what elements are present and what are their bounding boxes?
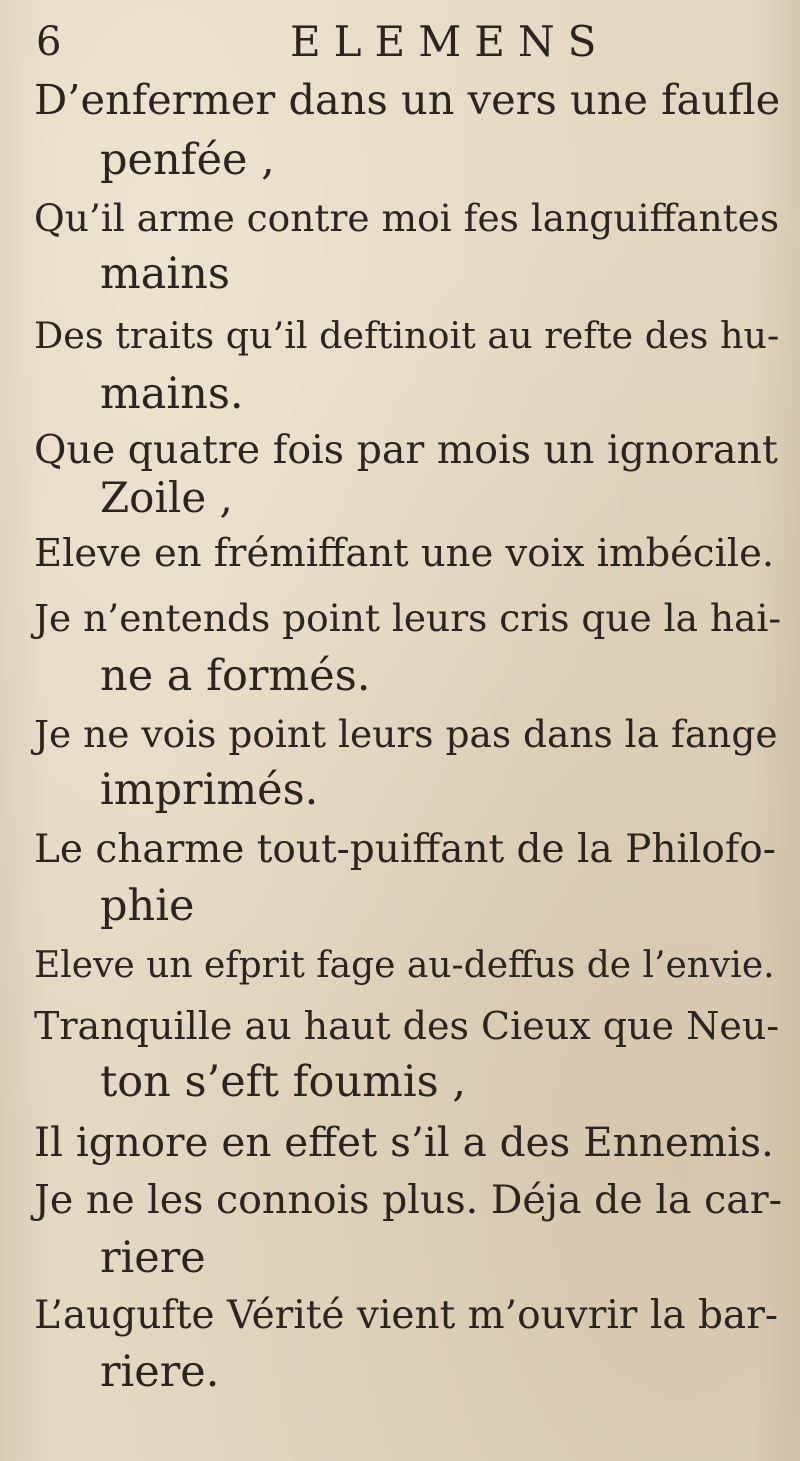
verse-line-continuation: riere: [100, 1233, 206, 1283]
page-header: [0, 12, 800, 72]
page-number: 6: [36, 19, 62, 65]
verse-line-continuation: mains: [100, 249, 230, 299]
verse-line: D’enfermer dans un vers une faufle: [34, 75, 781, 124]
verse-line-continuation: mains.: [100, 369, 244, 419]
running-title: ELEMENS: [290, 17, 610, 66]
verse-line: Eleve un efprit fage au-deffus de l’envie.: [34, 945, 775, 986]
verse-line: Des traits qu’il deftinoit au refte des hu-: [34, 314, 780, 357]
verse-line-continuation: ton s’eft foumis ,: [100, 1057, 467, 1107]
verse-line-continuation: Zoile ,: [100, 473, 233, 522]
verse-line-continuation: phie: [100, 881, 195, 931]
verse-line: Tranquille au haut des Cieux que Neu-: [34, 1004, 780, 1048]
verse-line-continuation: penfée ,: [100, 135, 275, 185]
verse-line: Qu’il arme contre moi fes languiffantes: [34, 196, 780, 240]
verse-line-continuation: imprimés.: [100, 765, 319, 815]
verse-line: Il ignore en effet s’il a des Ennemis.: [34, 1118, 774, 1166]
verse-line-continuation: ne a formés.: [100, 651, 371, 701]
verse-line: Je ne les connois plus. Déja de la car-: [34, 1177, 782, 1223]
verse-line-continuation: riere.: [100, 1347, 220, 1397]
verse-line: Que quatre fois par mois un ignorant: [34, 427, 778, 473]
verse-line: Je ne vois point leurs pas dans la fange: [34, 712, 778, 756]
verse-line: L’augufte Vérité vient m’ouvrir la bar-: [34, 1293, 779, 1338]
verse-line: Je n’entends point leurs cris que la hai-: [34, 596, 782, 640]
verse-line: Eleve en frémiffant une voix imbécile.: [34, 531, 775, 576]
verse-line: Le charme tout-puiffant de la Philofo-: [34, 827, 776, 872]
